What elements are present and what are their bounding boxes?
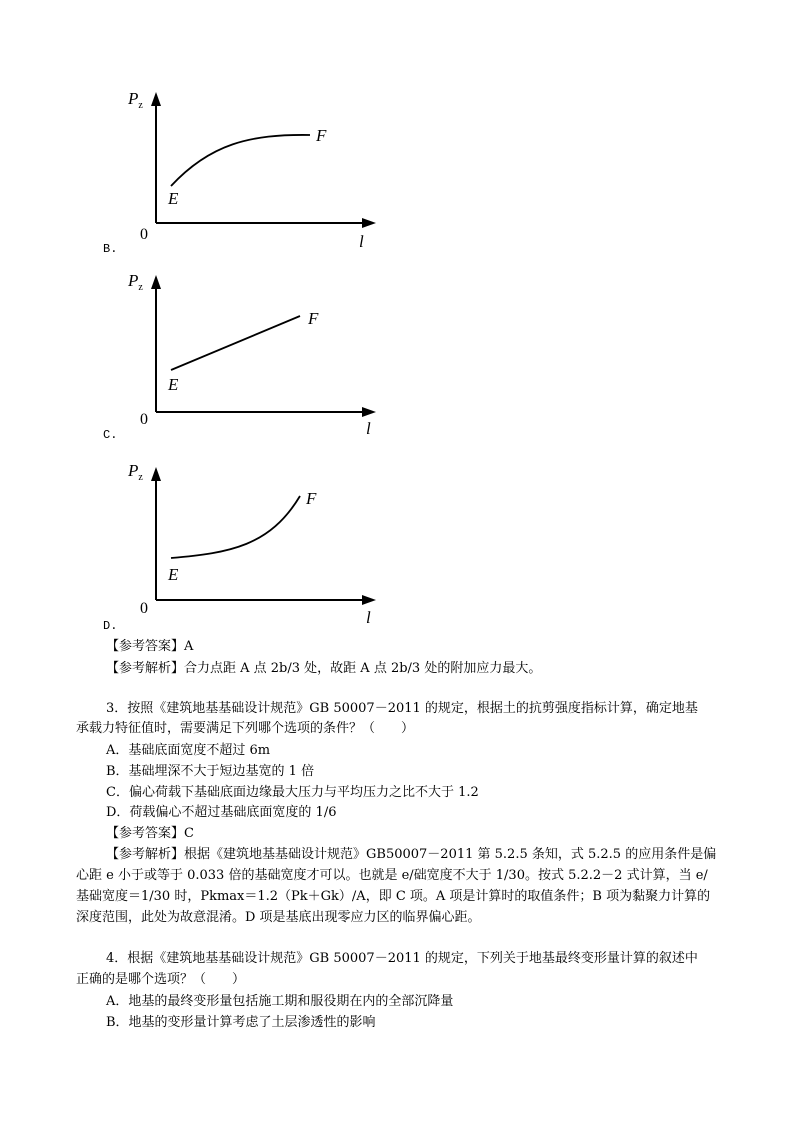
x-axis-arrow bbox=[362, 218, 376, 228]
chart-c bbox=[100, 266, 400, 446]
curve-e-f bbox=[171, 496, 300, 558]
q3-stem-line-2: 承载力特征值时，需要满足下列哪个选项的条件？（ ） bbox=[76, 721, 415, 736]
x-axis-label: l bbox=[366, 608, 371, 627]
point-e-label: E bbox=[168, 189, 179, 208]
q4-option-a: A．地基的最终变形量包括施工期和服役期在内的全部沉降量 bbox=[106, 994, 454, 1009]
q3-stem-line-1: 3．按照《建筑地基基础设计规范》GB 50007－2011 的规定，根据土的抗剪强度指标计算，确定地基 bbox=[106, 701, 698, 716]
option-label-c: C. bbox=[103, 428, 118, 442]
chart-d bbox=[100, 456, 400, 634]
y-axis-label: $P_z$ bbox=[128, 461, 143, 483]
curve-e-f bbox=[171, 316, 300, 370]
point-f-label: F bbox=[308, 309, 319, 328]
figure-option-b bbox=[100, 84, 400, 260]
q3-analysis-line-2: 心距 e 小于或等于 0.033 倍的基础宽度才可以。也就是 e/础宽度不大于 1/30。按式 5.2.2－2 式计算，当 e/ bbox=[76, 868, 708, 883]
q3-option-a: A．基础底面宽度不超过 6m bbox=[106, 743, 271, 758]
point-e-label: E bbox=[168, 565, 179, 584]
x-axis-label: l bbox=[359, 232, 364, 251]
chart-b bbox=[100, 84, 400, 260]
curve-e-f bbox=[171, 135, 310, 186]
origin-label: 0 bbox=[140, 600, 148, 617]
y-axis-label: $P_z$ bbox=[128, 89, 143, 111]
q2-answer: 【参考答案】A bbox=[106, 639, 194, 654]
origin-label: 0 bbox=[140, 226, 148, 243]
y-axis-arrow bbox=[151, 467, 161, 481]
q4-stem-line-2: 正确的是哪个选项？（ ） bbox=[76, 972, 246, 987]
q3-option-d: D．荷载偏心不超过基础底面宽度的 1/6 bbox=[106, 805, 337, 820]
option-label-b: B. bbox=[103, 242, 118, 256]
x-axis-label: l bbox=[366, 419, 371, 438]
q3-option-b: B．基础埋深不大于短边基宽的 1 倍 bbox=[106, 764, 315, 779]
q3-analysis-line-4: 深度范围，此处为故意混淆。D 项是基底出现零应力区的临界偏心距。 bbox=[76, 910, 481, 925]
q3-analysis-line-3: 基础宽度＝1/30 时，Pkmax＝1.2（Pk＋Gk）/A，即 C 项。A 项是计算时的取值条件；B 项为黏聚力计算的 bbox=[76, 889, 711, 904]
y-axis-arrow bbox=[151, 92, 161, 106]
point-e-label: E bbox=[168, 375, 179, 394]
point-f-label: F bbox=[316, 126, 327, 145]
figure-option-c bbox=[100, 266, 400, 446]
q3-option-c: C．偏心荷载下基础底面边缘最大压力与平均压力之比不大于 1.2 bbox=[106, 785, 479, 800]
q3-answer: 【参考答案】C bbox=[106, 826, 194, 841]
point-f-label: F bbox=[306, 489, 317, 508]
q4-stem-line-1: 4．根据《建筑地基基础设计规范》GB 50007－2011 的规定，下列关于地基最终变形量计算的叙述中 bbox=[106, 951, 698, 966]
x-axis-arrow bbox=[362, 595, 376, 605]
q2-analysis: 【参考解析】合力点距 A 点 2b/3 处，故距 A 点 2b/3 处的附加应力最大。 bbox=[106, 661, 542, 676]
x-axis-arrow bbox=[362, 407, 376, 417]
q4-option-b: B．地基的变形量计算考虑了土层渗透性的影响 bbox=[106, 1015, 376, 1030]
figure-option-d bbox=[100, 456, 400, 634]
q3-analysis-line-1: 【参考解析】根据《建筑地基基础设计规范》GB50007－2011 第 5.2.5 条知，式 5.2.5 的应用条件是偏 bbox=[106, 847, 717, 862]
y-axis-label: $P_z$ bbox=[128, 271, 143, 293]
origin-label: 0 bbox=[140, 411, 148, 428]
option-label-d: D. bbox=[103, 619, 118, 633]
y-axis-arrow bbox=[151, 275, 161, 289]
